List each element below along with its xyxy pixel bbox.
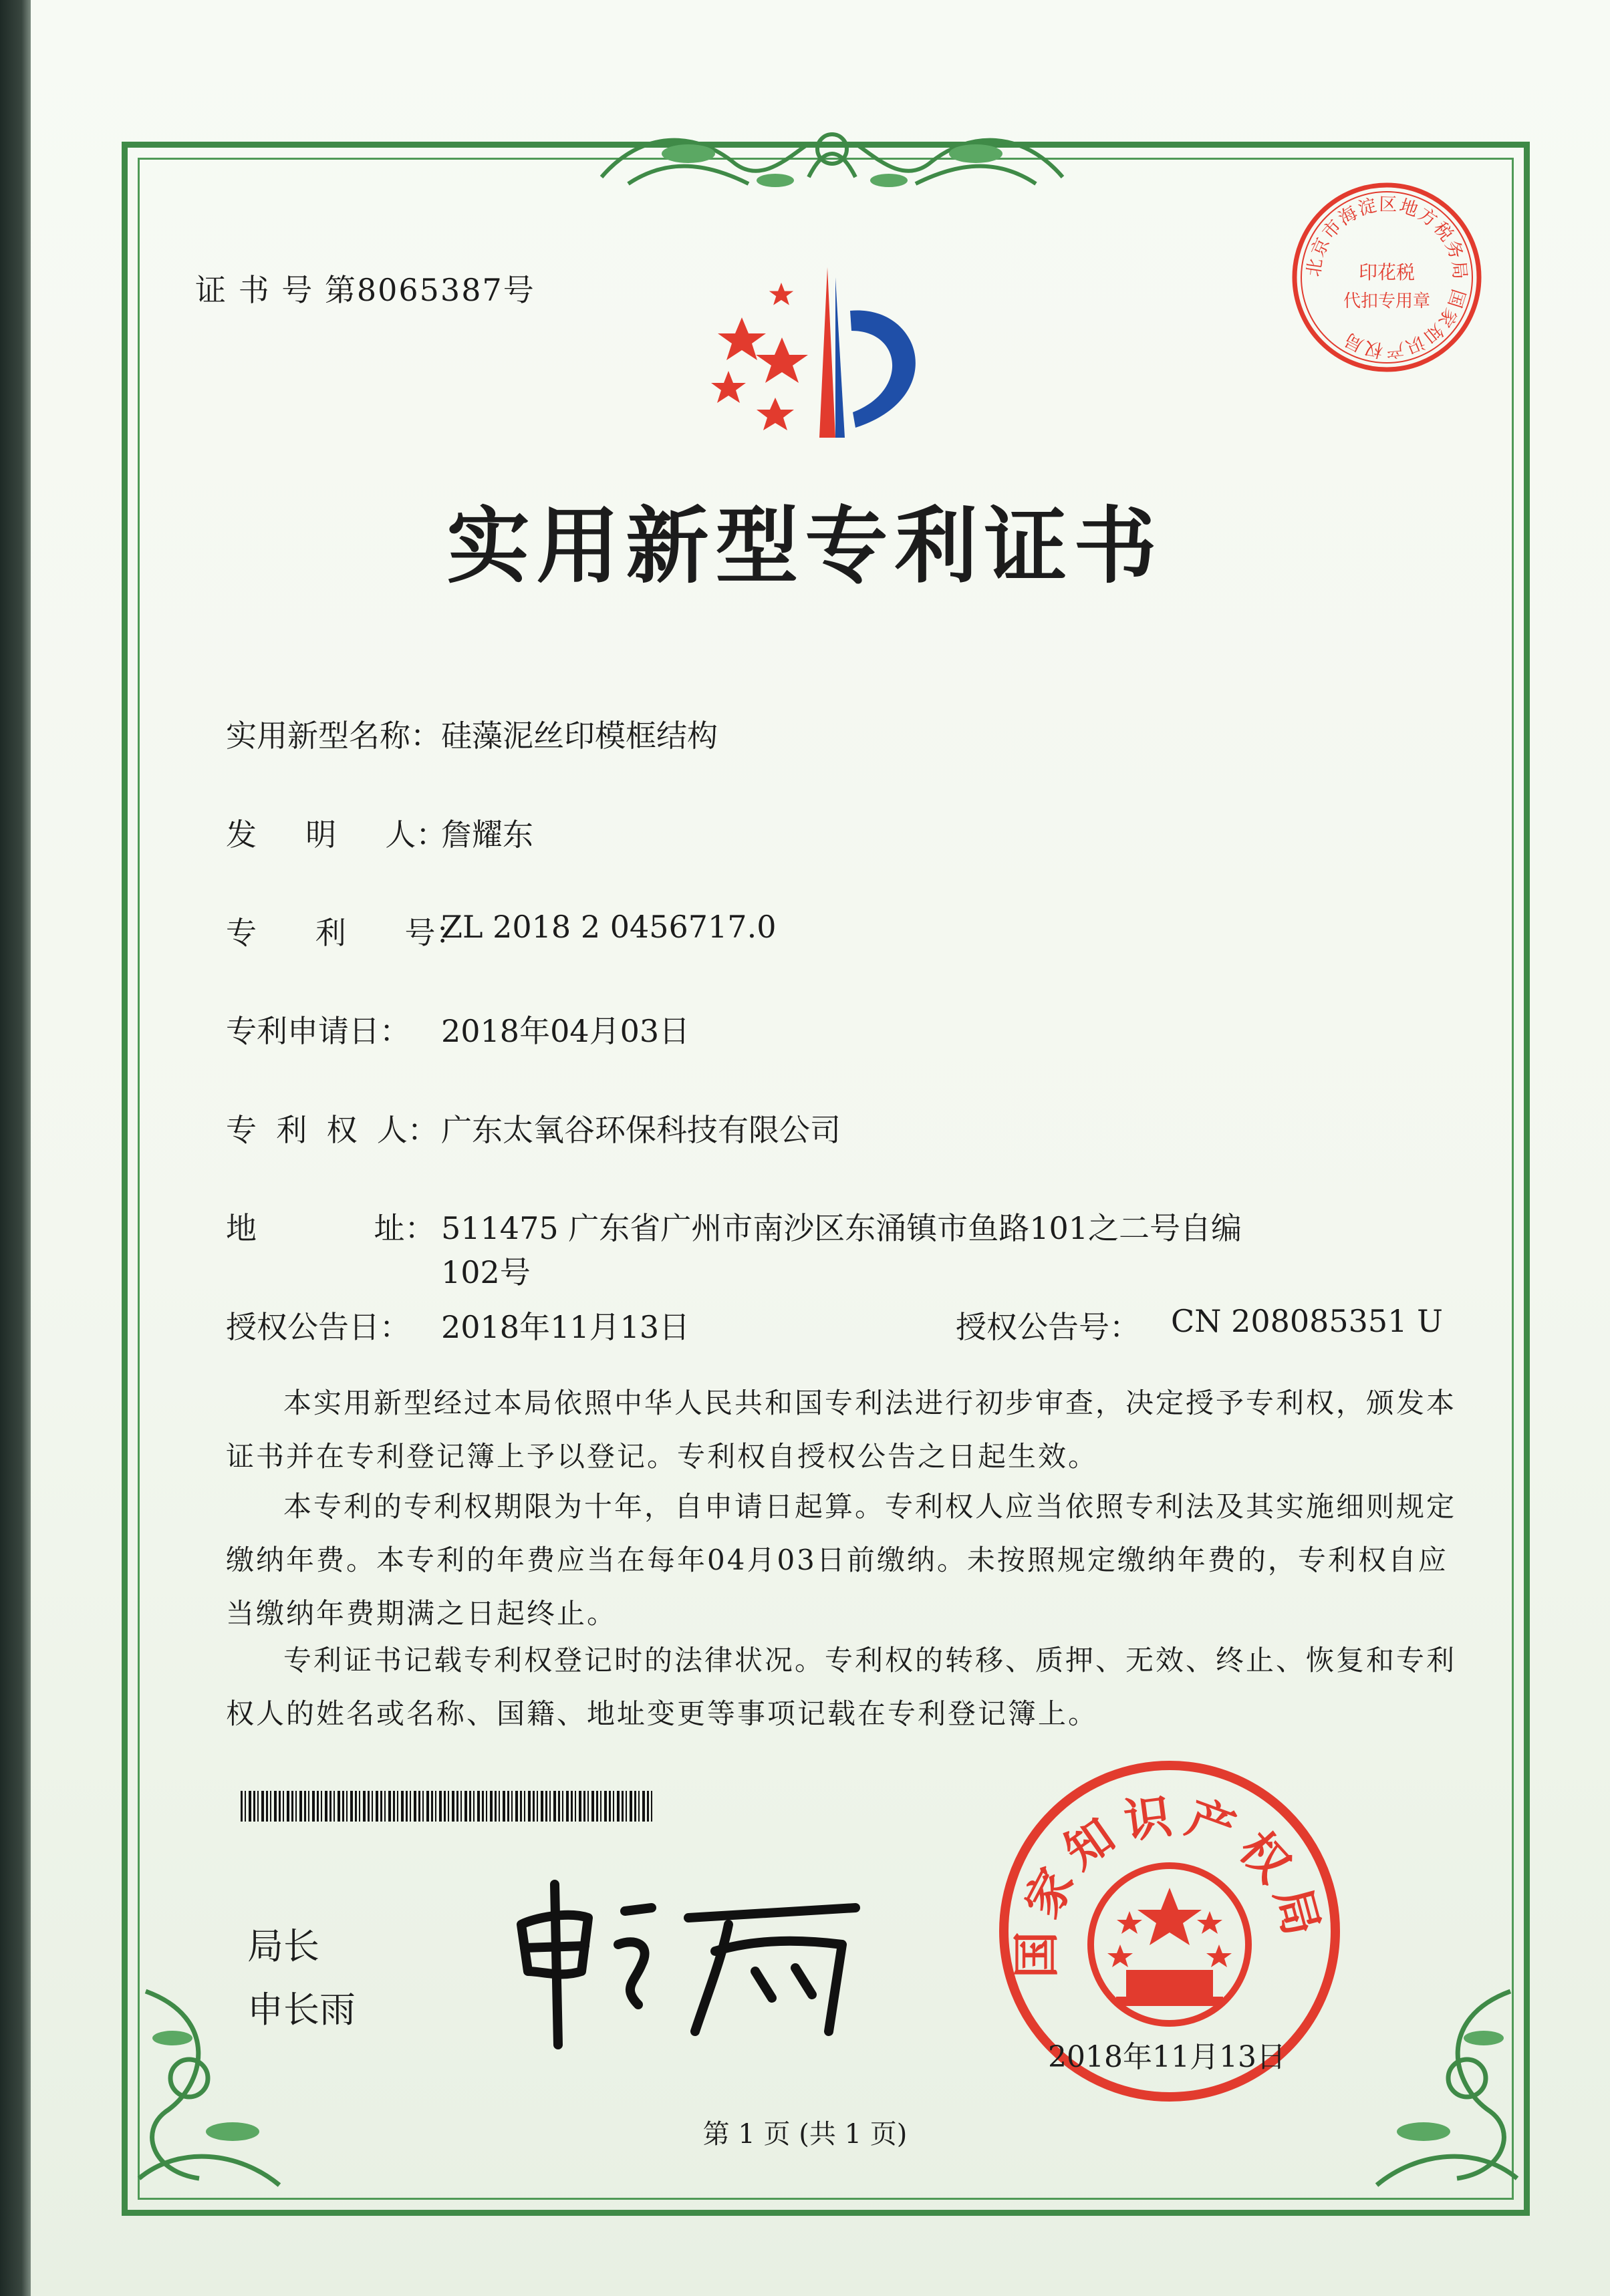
- announcement-number-value: CN 208085351 U: [1171, 1303, 1443, 1339]
- field-label-patent-number: 专 利 号：: [226, 915, 466, 951]
- barcode: [241, 1791, 655, 1822]
- certificate-number: 证 书 号 第8065387号: [195, 272, 535, 308]
- tax-stamp: [1287, 177, 1487, 378]
- national-emblem-icon: [1091, 1866, 1248, 2023]
- director-name: 申长雨: [247, 1989, 356, 2031]
- field-value-address: 511475 广东省广州市南沙区东涌镇市鱼路101之二号自编: [441, 1210, 1242, 1246]
- certificate-title: 实用新型专利证书: [446, 498, 1164, 595]
- scan-binding-edge: [0, 0, 31, 2296]
- field-label-patentee: 专 利 权 人：: [226, 1112, 438, 1148]
- seal-date: 2018年11月13日: [1048, 2040, 1286, 2074]
- field-value-utility-model-name: 硅藻泥丝印模框结构: [441, 718, 718, 754]
- field-label-inventor: 发 明 人：: [226, 817, 447, 853]
- director-signature: [508, 1871, 869, 2058]
- field-value-patentee: 广东太氧谷环保科技有限公司: [441, 1112, 841, 1148]
- tax-stamp-center-line1: 印花税: [1358, 261, 1416, 283]
- announcement-date-value: 2018年11月13日: [441, 1309, 690, 1345]
- field-label-application-date: 专利申请日：: [226, 1013, 410, 1049]
- field-label-utility-model-name: 实用新型名称：: [226, 718, 441, 754]
- paragraph-grant: 本实用新型经过本局依照中华人民共和国专利法进行初步审查，决定授予专利权，颁发本证书并在专利登记簿上予以登记。专利权自授权公告之日起生效。: [226, 1387, 1457, 1473]
- national-seal-ring-text: 国家知识产权局: [1009, 1787, 1332, 1979]
- paragraph-term: 本专利的专利权期限为十年，自申请日起算。专利权人应当依照专利法及其实施细则规定缴纳年费。本专利的年费应当在每年04月03日前缴纳。未按照规定缴纳年费的，专利权自应当缴纳年费期满之日起终止。: [226, 1490, 1457, 1630]
- announcement-date-label: 授权公告日：: [226, 1309, 410, 1345]
- paragraph-legal-status: 专利证书记载专利权登记时的法律状况。专利权的转移、质押、无效、终止、恢复和专利权人的姓名或名称、国籍、地址变更等事项记载在专利登记簿上。: [226, 1644, 1457, 1730]
- director-title: 局长: [247, 1925, 319, 1967]
- corner-ornament-bottom-right: [1357, 1978, 1530, 2198]
- patent-office-emblem: [702, 264, 956, 458]
- announcement-number-label: 授权公告号：: [956, 1309, 1140, 1345]
- field-value-patent-number: ZL 2018 2 0456717.0: [441, 909, 777, 945]
- field-value-inventor: 詹耀东: [441, 817, 533, 853]
- field-label-address: 地 址：: [226, 1210, 436, 1246]
- field-value-application-date: 2018年04月03日: [441, 1013, 690, 1049]
- page-footer: 第 1 页 (共 1 页): [702, 2119, 908, 2150]
- top-ornament: [588, 117, 1076, 204]
- tax-stamp-ring-text: 北京市海淀区地方税务局 国家知识产权局: [1303, 194, 1470, 361]
- field-value-address-line2: 102号: [441, 1254, 531, 1290]
- tax-stamp-center-line2: 代扣专用章: [1343, 291, 1431, 311]
